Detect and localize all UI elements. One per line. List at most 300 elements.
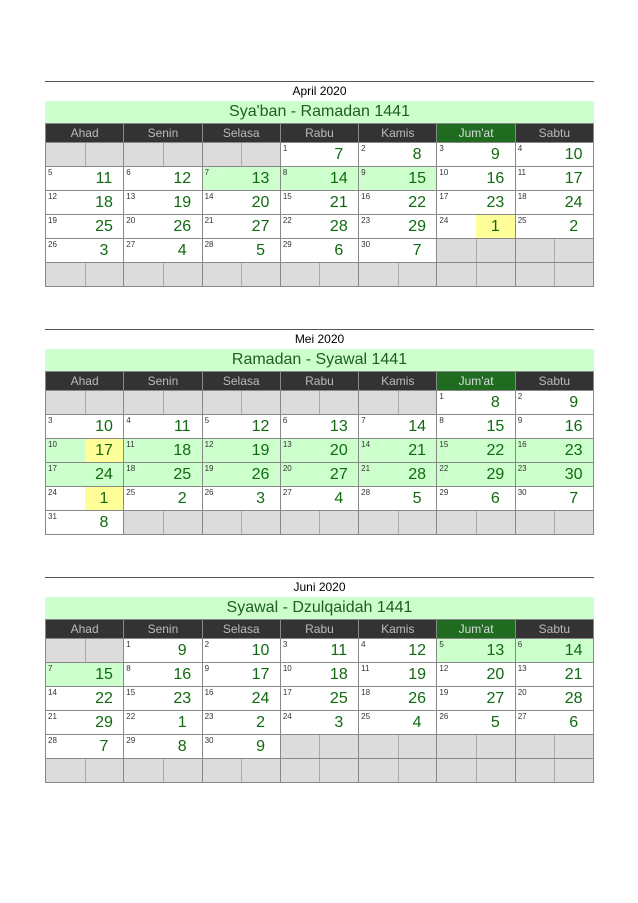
hijri-date: 24	[95, 466, 113, 483]
empty-cell	[46, 263, 124, 287]
day-header: Ahad	[46, 620, 124, 639]
hijri-date: 2	[569, 218, 579, 235]
calendar-grid	[45, 371, 594, 535]
hijri-date: 19	[408, 666, 426, 683]
gregorian-date: 29	[126, 736, 136, 745]
hijri-date: 1	[85, 487, 124, 510]
day-cell	[516, 463, 594, 487]
day-cell	[516, 191, 594, 215]
day-cell	[437, 415, 515, 439]
gregorian-date: 29	[282, 240, 292, 249]
hijri-date: 10	[95, 418, 113, 435]
gregorian-date: 11	[361, 664, 370, 673]
day-cell	[437, 143, 515, 167]
gregorian-date: 23	[361, 216, 371, 225]
empty-cell	[516, 759, 594, 783]
hijri-date: 6	[569, 714, 579, 731]
day-cell	[359, 639, 437, 663]
gregorian-date: 5	[439, 640, 444, 649]
day-cell	[46, 487, 124, 511]
day-cell	[46, 511, 124, 535]
day-cell	[124, 463, 202, 487]
gregorian-date: 6	[517, 640, 523, 649]
hijri-date: 8	[177, 738, 187, 755]
gregorian-date: 29	[439, 488, 449, 497]
day-cell	[281, 167, 359, 191]
day-header: Ahad	[46, 372, 124, 391]
empty-cell	[124, 391, 202, 415]
hijri-date: 7	[569, 490, 579, 507]
gregorian-date: 8	[126, 664, 131, 673]
day-cell	[437, 391, 515, 415]
gregorian-date: 4	[517, 144, 523, 153]
gregorian-date: 16	[517, 440, 527, 449]
hijri-date: 19	[251, 442, 270, 459]
gregorian-date: 8	[439, 416, 444, 425]
hijri-date: 20	[251, 194, 270, 211]
day-cell	[46, 191, 124, 215]
day-cell	[281, 239, 359, 263]
hijri-date: 18	[95, 194, 113, 211]
day-cell	[437, 663, 515, 687]
hijri-date: 30	[564, 466, 583, 483]
hijri-date: 19	[173, 194, 192, 211]
hijri-date: 16	[486, 170, 505, 187]
empty-cell	[359, 511, 437, 535]
gregorian-date: 21	[204, 216, 214, 225]
month-title: Juni 2020	[45, 577, 594, 597]
day-cell	[46, 239, 124, 263]
day-cell	[203, 663, 281, 687]
day-header: Kamis	[359, 372, 437, 391]
hijri-date: 6	[490, 490, 500, 507]
gregorian-date: 9	[361, 168, 366, 177]
hijri-date: 29	[95, 714, 113, 731]
hijri-date: 28	[408, 466, 426, 483]
day-cell	[359, 415, 437, 439]
day-cell	[124, 167, 202, 191]
hijri-date: 12	[251, 418, 270, 435]
empty-cell	[281, 391, 359, 415]
day-cell	[516, 391, 594, 415]
day-cell	[359, 239, 437, 263]
gregorian-date: 17	[439, 192, 449, 201]
hijri-date: 4	[334, 490, 344, 507]
day-cell	[359, 191, 437, 215]
day-header: Selasa	[203, 620, 281, 639]
hijri-date: 17	[564, 170, 583, 187]
gregorian-date: 13	[282, 440, 292, 449]
calendar-grid	[45, 123, 594, 287]
day-cell	[437, 167, 515, 191]
day-cell	[281, 191, 359, 215]
day-header: Selasa	[203, 372, 281, 391]
gregorian-date: 5	[204, 416, 210, 425]
hijri-date: 27	[486, 690, 505, 707]
gregorian-date: 30	[517, 488, 527, 497]
empty-cell	[281, 735, 359, 759]
empty-cell	[359, 759, 437, 783]
hijri-date: 11	[330, 642, 348, 659]
day-cell	[281, 639, 359, 663]
day-cell	[124, 639, 202, 663]
day-cell	[281, 215, 359, 239]
empty-cell	[124, 143, 202, 167]
gregorian-date: 7	[48, 664, 53, 673]
hijri-date: 26	[251, 466, 270, 483]
hijri-date: 25	[329, 690, 348, 707]
hijri-date: 28	[329, 218, 348, 235]
day-cell	[46, 687, 124, 711]
hijri-title: Ramadan - Syawal 1441	[45, 349, 594, 371]
hijri-date: 18	[329, 666, 348, 683]
gregorian-date: 1	[439, 392, 444, 401]
gregorian-date: 2	[204, 640, 210, 649]
day-header: Rabu	[281, 620, 359, 639]
day-cell	[203, 735, 281, 759]
gregorian-date: 25	[517, 216, 527, 225]
hijri-date: 20	[486, 666, 505, 683]
day-cell	[437, 711, 515, 735]
gregorian-date: 12	[439, 664, 449, 673]
hijri-date: 7	[412, 242, 422, 259]
gregorian-date: 6	[282, 416, 288, 425]
empty-cell	[124, 263, 202, 287]
day-cell	[124, 711, 202, 735]
gregorian-date: 18	[517, 192, 527, 201]
hijri-date: 13	[486, 642, 505, 659]
day-cell	[516, 663, 594, 687]
day-cell	[281, 415, 359, 439]
day-header: Rabu	[281, 124, 359, 143]
hijri-date: 9	[569, 394, 579, 411]
day-cell	[46, 415, 124, 439]
gregorian-date: 3	[48, 416, 53, 425]
gregorian-date: 18	[126, 464, 136, 473]
day-cell	[516, 687, 594, 711]
day-cell	[437, 191, 515, 215]
empty-cell	[203, 391, 281, 415]
day-cell	[437, 487, 515, 511]
gregorian-date: 11	[517, 168, 527, 177]
gregorian-date: 14	[361, 440, 371, 449]
day-header: Senin	[124, 124, 202, 143]
day-cell	[46, 711, 124, 735]
hijri-date: 28	[564, 690, 583, 707]
empty-cell	[46, 759, 124, 783]
hijri-date: 5	[412, 490, 422, 507]
day-header: Jum'at	[437, 124, 515, 143]
day-cell	[516, 639, 594, 663]
gregorian-date: 3	[282, 640, 288, 649]
day-cell	[124, 735, 202, 759]
day-cell	[516, 143, 594, 167]
gregorian-date: 15	[439, 440, 449, 449]
day-header: Kamis	[359, 124, 437, 143]
day-cell	[281, 463, 359, 487]
calendar-mei	[45, 329, 594, 535]
hijri-date: 3	[99, 242, 109, 259]
hijri-date: 23	[486, 194, 505, 211]
day-cell	[516, 711, 594, 735]
empty-cell	[203, 759, 281, 783]
empty-cell	[437, 263, 515, 287]
day-cell	[359, 439, 437, 463]
day-cell	[203, 215, 281, 239]
gregorian-date: 28	[204, 240, 214, 249]
day-cell	[516, 215, 594, 239]
gregorian-date: 1	[282, 144, 288, 153]
calendar-juni	[45, 577, 594, 783]
hijri-date: 18	[173, 442, 192, 459]
gregorian-date: 14	[204, 192, 214, 201]
hijri-date: 13	[329, 418, 348, 435]
hijri-date: 21	[564, 666, 583, 683]
hijri-date: 9	[256, 738, 265, 755]
day-cell	[203, 167, 281, 191]
gregorian-date: 11	[126, 440, 135, 449]
day-cell	[437, 215, 515, 239]
hijri-date: 27	[251, 218, 270, 235]
day-cell	[437, 639, 515, 663]
day-cell	[437, 687, 515, 711]
gregorian-date: 15	[126, 688, 136, 697]
gregorian-date: 28	[361, 488, 371, 497]
hijri-date: 2	[177, 490, 187, 507]
calendar-april	[45, 81, 594, 287]
day-header: Senin	[124, 372, 202, 391]
gregorian-date: 15	[282, 192, 292, 201]
hijri-date: 3	[256, 490, 265, 507]
empty-cell	[437, 511, 515, 535]
hijri-date: 20	[329, 442, 348, 459]
gregorian-date: 28	[48, 736, 57, 745]
hijri-date: 4	[412, 714, 422, 731]
gregorian-date: 7	[204, 168, 210, 177]
day-cell	[516, 415, 594, 439]
empty-cell	[46, 143, 124, 167]
day-cell	[124, 687, 202, 711]
gregorian-date: 7	[361, 416, 366, 425]
day-cell	[46, 215, 124, 239]
gregorian-date: 14	[48, 688, 57, 697]
day-cell	[203, 191, 281, 215]
hijri-date: 14	[329, 170, 348, 187]
gregorian-date: 19	[439, 688, 449, 697]
day-header: Jum'at	[437, 620, 515, 639]
day-header: Kamis	[359, 620, 437, 639]
gregorian-date: 2	[517, 392, 523, 401]
day-cell	[359, 687, 437, 711]
gregorian-date: 12	[48, 192, 57, 201]
gregorian-date: 17	[282, 688, 292, 697]
hijri-date: 7	[99, 738, 109, 755]
day-cell	[46, 463, 124, 487]
hijri-date: 22	[95, 690, 113, 707]
empty-cell	[437, 735, 515, 759]
gregorian-date: 10	[439, 168, 449, 177]
empty-cell	[516, 735, 594, 759]
hijri-date: 4	[177, 242, 187, 259]
day-cell	[203, 239, 281, 263]
day-header: Sabtu	[516, 124, 594, 143]
gregorian-date: 22	[126, 712, 136, 721]
gregorian-date: 21	[48, 712, 57, 721]
gregorian-date: 4	[126, 416, 131, 425]
day-cell	[281, 143, 359, 167]
day-cell	[203, 415, 281, 439]
empty-cell	[359, 735, 437, 759]
day-header: Sabtu	[516, 372, 594, 391]
empty-cell	[281, 511, 359, 535]
hijri-date: 8	[490, 394, 500, 411]
empty-cell	[46, 391, 124, 415]
gregorian-date: 27	[282, 488, 292, 497]
day-cell	[281, 663, 359, 687]
day-cell	[124, 663, 202, 687]
hijri-date: 1	[177, 714, 187, 731]
gregorian-date: 19	[204, 464, 214, 473]
gregorian-date: 19	[48, 216, 57, 225]
gregorian-date: 10	[282, 664, 292, 673]
month-title: April 2020	[45, 81, 594, 101]
gregorian-date: 16	[204, 688, 214, 697]
empty-cell	[203, 511, 281, 535]
day-cell	[359, 663, 437, 687]
empty-cell	[516, 263, 594, 287]
gregorian-date: 26	[48, 240, 57, 249]
hijri-title: Sya'ban - Ramadan 1441	[45, 101, 594, 123]
gregorian-date: 22	[282, 216, 292, 225]
day-header: Rabu	[281, 372, 359, 391]
gregorian-date: 26	[204, 488, 214, 497]
hijri-date: 23	[564, 442, 583, 459]
day-cell	[359, 143, 437, 167]
gregorian-date: 5	[48, 168, 53, 177]
empty-cell	[281, 759, 359, 783]
gregorian-date: 3	[439, 144, 444, 153]
hijri-date: 7	[334, 146, 344, 163]
hijri-date: 24	[564, 194, 583, 211]
gregorian-date: 20	[282, 464, 292, 473]
hijri-date: 22	[408, 194, 426, 211]
day-cell	[516, 439, 594, 463]
hijri-date: 15	[95, 666, 113, 683]
empty-cell	[359, 263, 437, 287]
hijri-date: 3	[334, 714, 344, 731]
gregorian-date: 20	[126, 216, 136, 225]
hijri-date: 1	[476, 215, 515, 238]
hijri-date: 27	[329, 466, 348, 483]
hijri-date: 13	[251, 170, 270, 187]
day-header: Senin	[124, 620, 202, 639]
hijri-date: 10	[251, 642, 270, 659]
hijri-date: 15	[486, 418, 505, 435]
day-cell	[281, 687, 359, 711]
empty-cell	[516, 511, 594, 535]
empty-cell	[124, 759, 202, 783]
day-cell	[516, 167, 594, 191]
gregorian-date: 12	[204, 440, 214, 449]
gregorian-date: 25	[126, 488, 136, 497]
hijri-date: 15	[408, 170, 426, 187]
hijri-date: 17	[251, 666, 270, 683]
day-header: Sabtu	[516, 620, 594, 639]
empty-cell	[437, 239, 515, 263]
month-title: Mei 2020	[45, 329, 594, 349]
day-cell	[124, 215, 202, 239]
day-cell	[359, 215, 437, 239]
day-cell	[203, 639, 281, 663]
hijri-date: 29	[486, 466, 505, 483]
day-cell	[46, 167, 124, 191]
hijri-date: 5	[256, 242, 265, 259]
day-cell	[437, 439, 515, 463]
day-cell	[437, 463, 515, 487]
empty-cell	[281, 263, 359, 287]
gregorian-date: 6	[126, 168, 131, 177]
day-cell	[359, 167, 437, 191]
gregorian-date: 30	[361, 240, 371, 249]
hijri-date: 16	[564, 418, 583, 435]
hijri-date: 12	[408, 642, 426, 659]
day-cell	[281, 711, 359, 735]
gregorian-date: 18	[361, 688, 371, 697]
day-cell	[124, 439, 202, 463]
gregorian-date: 27	[126, 240, 136, 249]
day-cell	[203, 487, 281, 511]
gregorian-date: 24	[48, 488, 57, 497]
gregorian-date: 2	[361, 144, 366, 153]
day-header: Jum'at	[437, 372, 515, 391]
gregorian-date: 30	[204, 736, 214, 745]
day-cell	[203, 711, 281, 735]
gregorian-date: 8	[282, 168, 288, 177]
hijri-date: 17	[85, 439, 124, 462]
hijri-date: 21	[329, 194, 348, 211]
hijri-date: 22	[486, 442, 505, 459]
empty-cell	[203, 263, 281, 287]
gregorian-date: 13	[517, 664, 527, 673]
hijri-date: 6	[334, 242, 344, 259]
gregorian-date: 31	[48, 512, 57, 521]
hijri-date: 11	[173, 418, 191, 435]
gregorian-date: 4	[361, 640, 366, 649]
hijri-date: 8	[99, 514, 109, 531]
day-cell	[359, 487, 437, 511]
hijri-date: 16	[173, 666, 192, 683]
gregorian-date: 1	[126, 640, 131, 649]
gregorian-date: 10	[48, 440, 57, 449]
gregorian-date: 20	[517, 688, 527, 697]
gregorian-date: 17	[48, 464, 57, 473]
empty-cell	[124, 511, 202, 535]
hijri-title: Syawal - Dzulqaidah 1441	[45, 597, 594, 619]
day-cell	[281, 439, 359, 463]
gregorian-date: 22	[439, 464, 449, 473]
day-header: Selasa	[203, 124, 281, 143]
calendar-grid	[45, 619, 594, 783]
hijri-date: 29	[408, 218, 426, 235]
day-cell	[359, 711, 437, 735]
hijri-date: 25	[173, 466, 192, 483]
day-cell	[516, 487, 594, 511]
day-cell	[203, 687, 281, 711]
day-cell	[203, 463, 281, 487]
gregorian-date: 23	[517, 464, 527, 473]
day-cell	[46, 663, 124, 687]
hijri-date: 9	[490, 146, 500, 163]
